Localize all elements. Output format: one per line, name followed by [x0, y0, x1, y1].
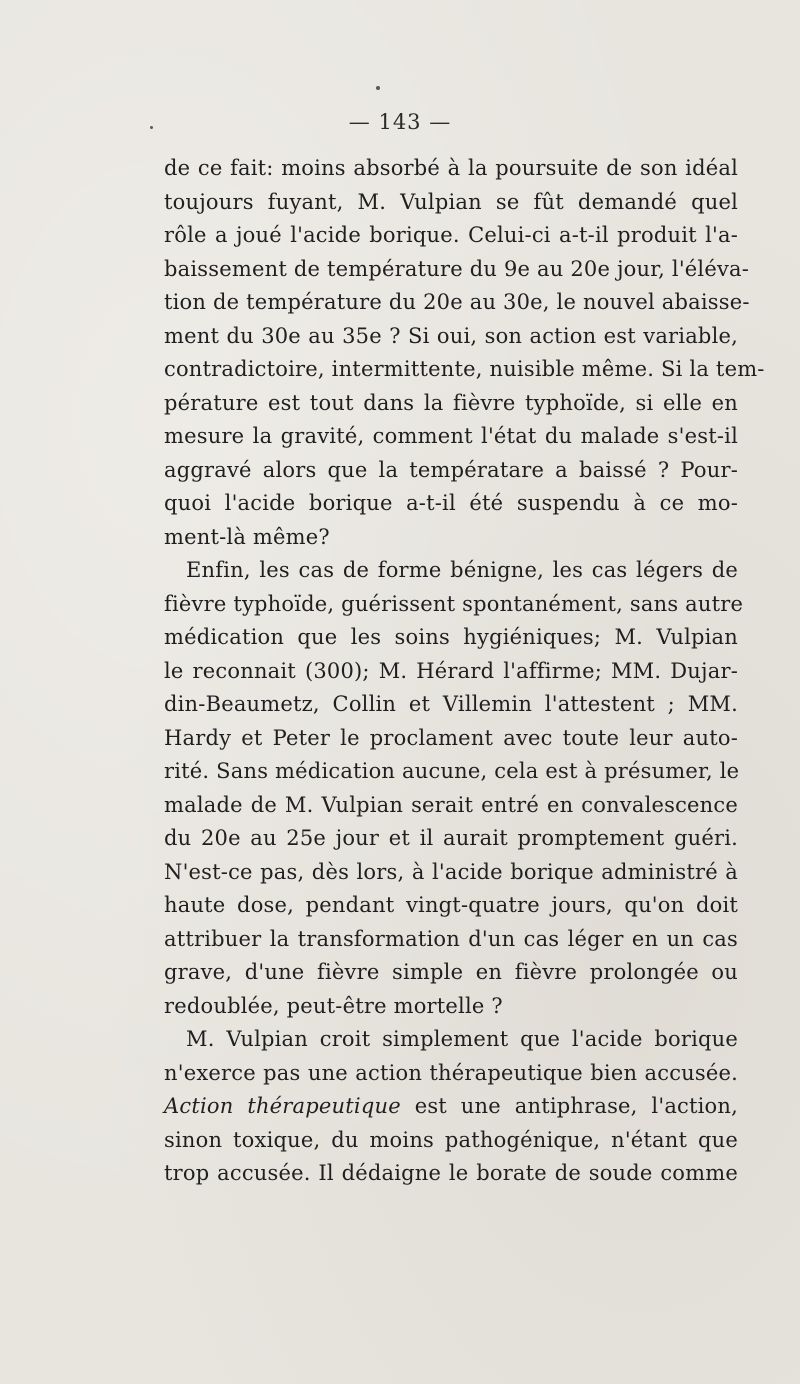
text-line: toujours fuyant, M. Vulpian se fût demandé quel: [164, 189, 738, 214]
text-line: M. Vulpian croit simplement que l'acide borique: [186, 1027, 738, 1051]
text-line: [164, 1090, 738, 1124]
text-line: haute dose, pendant vingt-quatre jours, qu'on doit: [164, 893, 738, 917]
text-line: redoublée, peut-être mortelle ?: [164, 993, 503, 1018]
text-line: baissement de température du 9e au 20e jour, l'éléva-: [164, 256, 750, 281]
text-line: rité. Sans médication aucune, cela est à présumer, le: [164, 759, 740, 783]
text-line: din-Beaumetz, Collin et Villemin l'attestent ; MM.: [164, 692, 738, 716]
page-number: — 143 —: [348, 110, 452, 134]
ink-speck: [150, 126, 153, 129]
text-line: mesure la gravité, comment l'état du malade s'est-il: [164, 424, 738, 448]
ink-speck: [376, 86, 380, 90]
text-line: grave, d'une fièvre simple en fièvre prolongée ou: [164, 960, 738, 984]
text-line: tion de température du 20e au 30e, le nouvel abaisse-: [164, 290, 750, 314]
text-line: fièvre typhoïde, guérissent spontanément, sans autre: [164, 591, 744, 616]
text-line: médication que les soins hygiéniques; M. Vulpian: [164, 625, 738, 649]
text-line: contradictoire, intermittente, nuisible même. Si la tem-: [164, 357, 765, 381]
text-line: sinon toxique, du moins pathogénique, n'étant que: [164, 1127, 738, 1152]
text-line: quoi l'acide borique a-t-il été suspendu à ce mo-: [164, 491, 738, 515]
text-line: N'est-ce pas, dès lors, à l'acide borique administré à: [164, 859, 738, 884]
text-line: de ce fait: moins absorbé à la poursuite de son idéal: [164, 156, 738, 180]
text-line: du 20e au 25e jour et il aurait promptement guéri.: [164, 826, 738, 850]
text-line: attribuer la transformation d'un cas léger en un cas: [164, 926, 738, 951]
text-line: Hardy et Peter le proclament avec toute leur auto-: [164, 725, 738, 750]
text-line: ment-là même?: [164, 524, 330, 549]
text-line: pérature est tout dans la fièvre typhoïde, si elle en: [164, 390, 738, 415]
text-line: Enfin, les cas de forme bénigne, les cas légers de: [186, 558, 738, 582]
body-text: [164, 152, 765, 1191]
text-line: malade de M. Vulpian serait entré en convalescence: [164, 792, 738, 817]
text-line: le reconnait (300); M. Hérard l'affirme; MM. Dujar-: [164, 658, 738, 683]
text-line: aggravé alors que la températare a baissé ? Pour-: [164, 457, 738, 482]
italic-phrase: Action thérapeutique: [164, 1094, 401, 1118]
text-line: n'exerce pas une action thérapeutique bien accusée.: [164, 1060, 738, 1085]
text-line: trop accusée. Il dédaigne le borate de soude comme: [164, 1161, 738, 1185]
text-line: rôle a joué l'acide borique. Celui-ci a-t-il produit l'a-: [164, 223, 738, 247]
text-line-rest: est une antiphrase, l'action,: [400, 1094, 739, 1118]
text-line: ment du 30e au 35e ? Si oui, son action est variable,: [164, 323, 738, 348]
